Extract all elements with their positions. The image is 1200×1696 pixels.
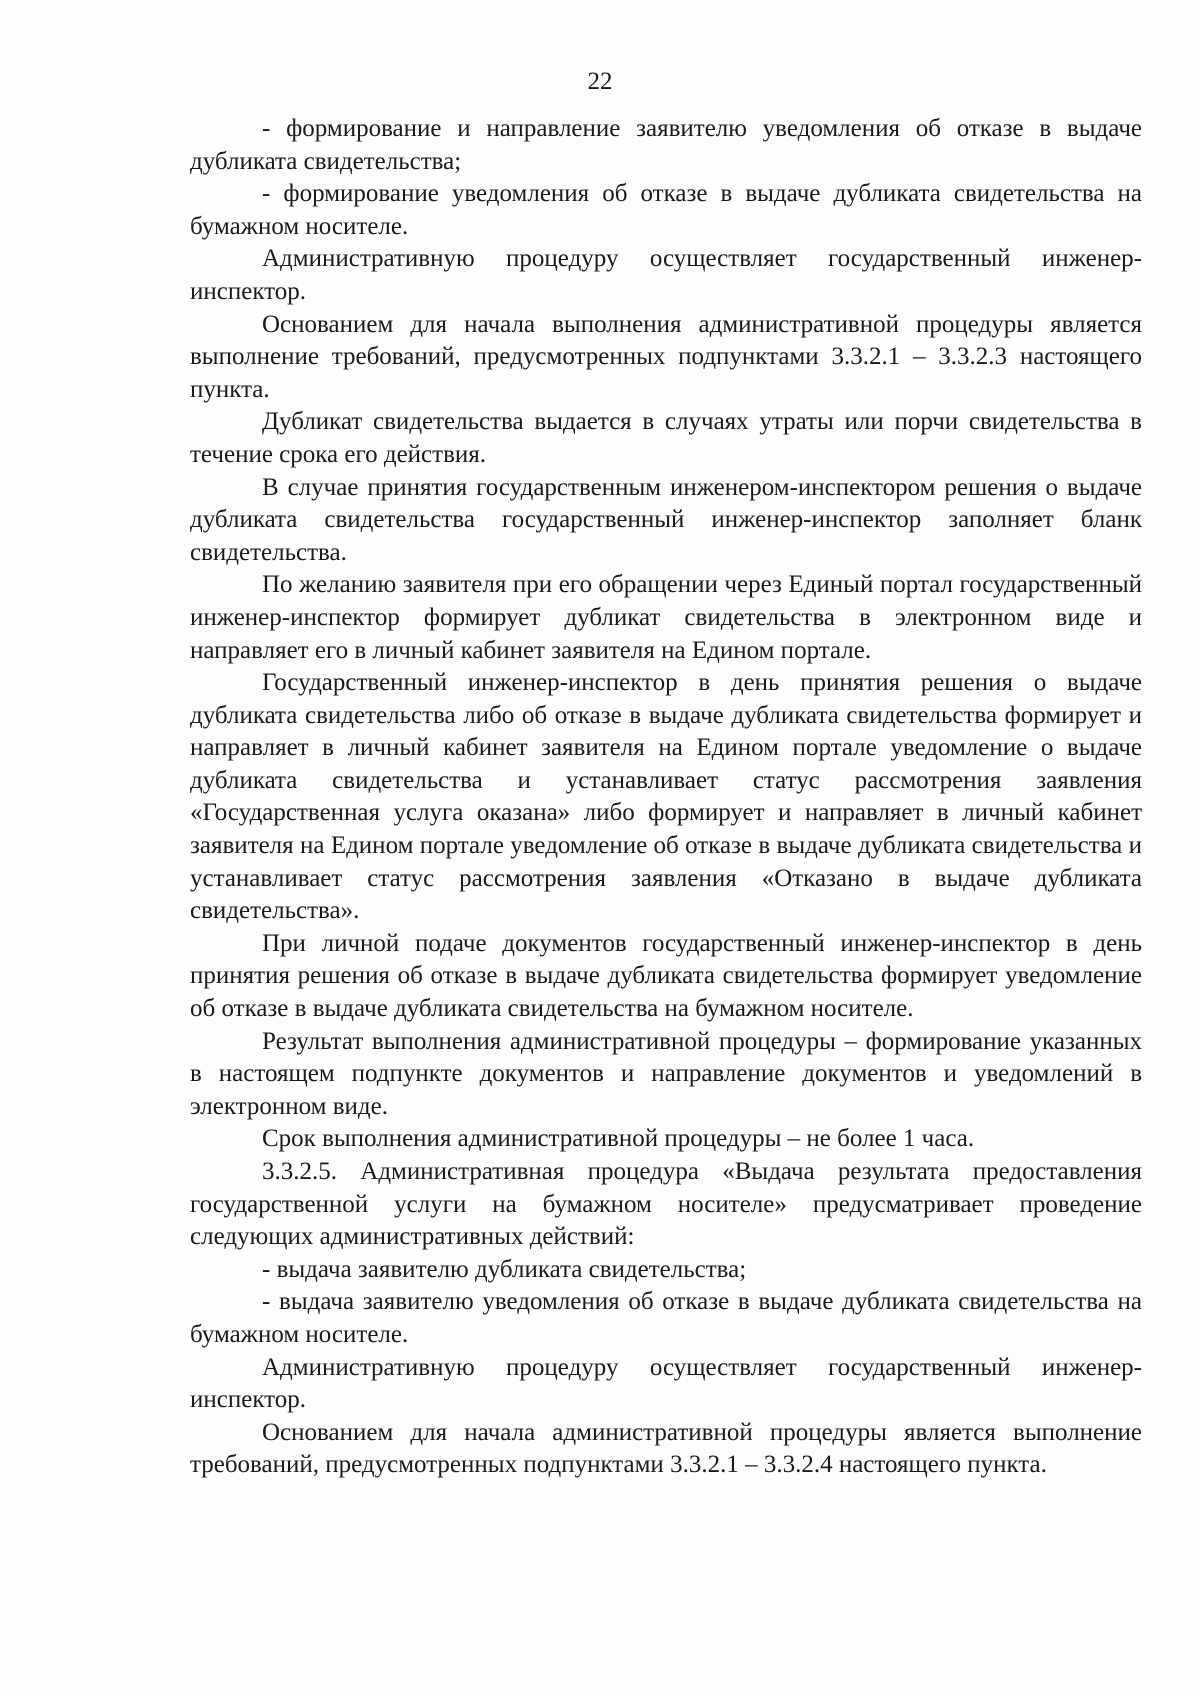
paragraph: В случае принятия государственным инженером-инспектором решения о выдаче дубликата свидетельства государственный инженер-инспектор заполняет бланк свидетельства. — [190, 473, 1142, 566]
paragraph: Дубликат свидетельства выдается в случаях утраты или порчи свидетельства в течение срока его действия. — [190, 408, 1142, 468]
document-body — [190, 113, 1142, 1482]
paragraph: - выдача заявителю уведомления об отказе в выдаче дубликата свидетельства на бумажном носителе. — [190, 1288, 1142, 1348]
paragraph: Государственный инженер-инспектор в день принятия решения о выдаче дубликата свидетельства либо об отказе в выдаче дубликата свидетельства формирует и направляет в личный кабинет заявителя на Едином портале уведомление о выдаче дубликата свидетельства и устанавливает статус рассмотрения заявления «Государственная услуга оказана» либо формирует и направляет в личный кабинет заявителя на Едином портале уведомление об отказе в выдаче дубликата свидетельства и устанавливает статус рассмотрения заявления «Отказано в выдаче дубликата свидетельства». — [190, 669, 1142, 925]
paragraph: Срок выполнения административной процедуры – не более 1 часа. — [262, 1125, 975, 1153]
paragraph: Административную процедуру осуществляет государственный инженер-инспектор. — [190, 1353, 1142, 1414]
paragraph: Административную процедуру осуществляет государственный инженер-инспектор. — [190, 245, 1142, 305]
paragraph: При личной подаче документов государственный инженер-инспектор в день принятия решения об отказе в выдаче дубликата свидетельства формирует уведомление об отказе в выдаче дубликата свидетельства на бумажном носителе. — [190, 929, 1142, 1023]
paragraph: - формирование уведомления об отказе в выдаче дубликата свидетельства на бумажном носителе. — [190, 180, 1142, 240]
paragraph: Основанием для начала выполнения административной процедуры является выполнение требований, предусмотренных подпунктами 3.3.2.1 – 3.3.2.3 настоящего пункта. — [190, 310, 1142, 403]
paragraph: - выдача заявителю дубликата свидетельства; — [262, 1255, 747, 1283]
paragraph: Основанием для начала административной процедуры является выполнение требований, предусмотренных подпунктами 3.3.2.1 – 3.3.2.4 настоящего пункта. — [190, 1418, 1142, 1479]
paragraph: - формирование и направление заявителю уведомления об отказе в выдаче дубликата свидетельства; — [190, 115, 1142, 175]
paragraph: Результат выполнения административной процедуры – формирование указанных в настоящем подпункте документов и направление документов и уведомлений в электронном виде. — [190, 1027, 1142, 1120]
paragraph: 3.3.2.5. Административная процедура «Выдача результата предоставления государственной услуги на бумажном носителе» предусматривает проведение следующих административных действий: — [190, 1158, 1142, 1251]
page-number: 22 — [587, 68, 613, 95]
paragraph: По желанию заявителя при его обращении через Единый портал государственный инженер-инспектор формирует дубликат свидетельства в электронном виде и направляет его в личный кабинет заявителя на Едином портале. — [190, 571, 1142, 664]
